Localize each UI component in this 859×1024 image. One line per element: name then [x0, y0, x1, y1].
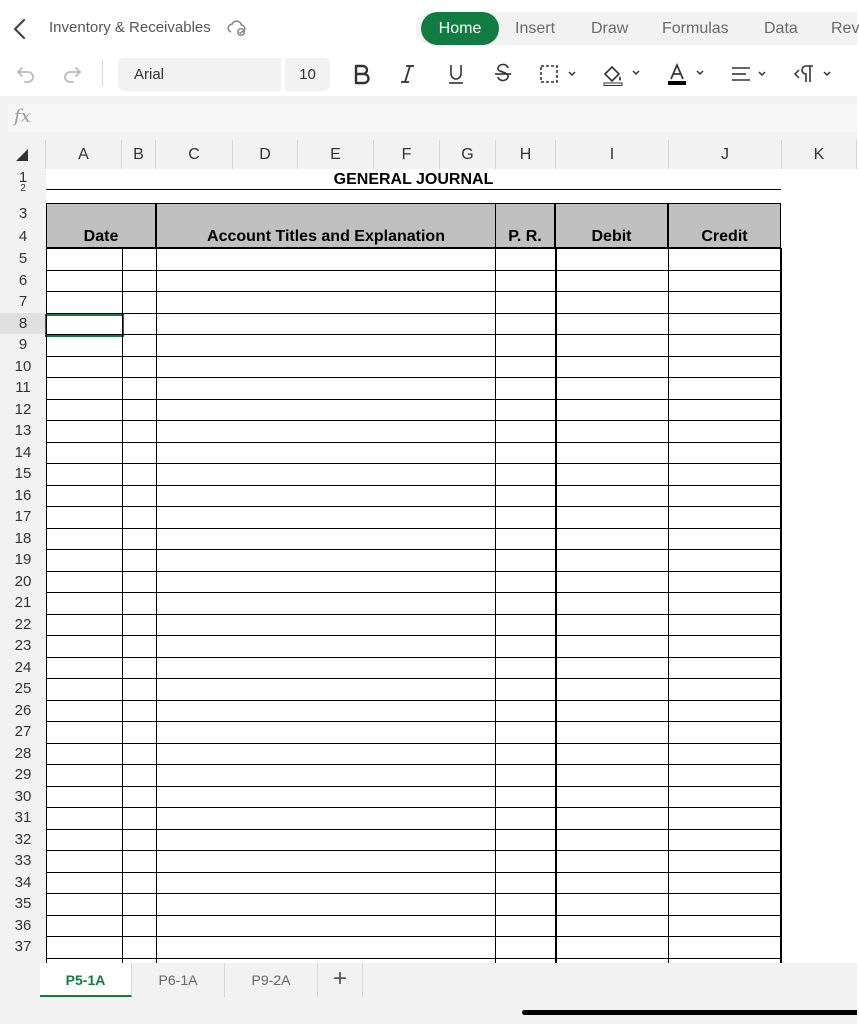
ribbon-divider — [102, 60, 103, 86]
redo-icon[interactable] — [58, 56, 86, 92]
row-header[interactable]: 37 — [14, 938, 32, 955]
ribbon-tabs — [416, 12, 857, 45]
tab-home[interactable]: Home — [421, 12, 499, 45]
bold-icon[interactable] — [349, 56, 375, 92]
column-header[interactable]: K — [782, 140, 857, 169]
tab-formulas[interactable]: Formulas — [662, 20, 729, 37]
back-chevron-icon[interactable] — [10, 16, 32, 42]
debit-header-cell[interactable] — [555, 203, 668, 248]
row-header[interactable]: 22 — [14, 615, 32, 633]
grid-column-line — [780, 248, 782, 963]
font-name-value: Arial — [134, 66, 165, 83]
row-header[interactable]: 15 — [14, 465, 32, 482]
column-header[interactable]: C — [156, 140, 233, 169]
formula-input[interactable] — [8, 104, 857, 132]
column-header[interactable]: H — [496, 140, 556, 169]
row-header[interactable]: 4 — [18, 228, 28, 245]
formula-bar — [0, 96, 857, 140]
font-color-icon[interactable] — [664, 56, 708, 92]
pr-header-label: P. R. — [508, 228, 542, 245]
row-header[interactable]: 8 — [0, 313, 46, 335]
row-header[interactable]: 36 — [14, 916, 32, 934]
row-header[interactable]: 3 — [18, 205, 28, 222]
select-all-corner[interactable] — [0, 140, 46, 169]
row-headers — [0, 169, 46, 963]
row-header[interactable]: 31 — [14, 809, 32, 826]
italic-icon[interactable] — [395, 56, 421, 92]
date-header-label: Date — [83, 228, 119, 245]
row-header[interactable]: 18 — [14, 529, 32, 547]
row-header[interactable]: 14 — [14, 443, 32, 461]
row-header[interactable]: 19 — [14, 551, 32, 568]
row-header[interactable]: 17 — [14, 508, 32, 525]
row-header[interactable]: 9 — [18, 336, 28, 353]
row-header[interactable]: 27 — [14, 723, 32, 740]
grid-column-line — [122, 248, 123, 963]
row-header[interactable]: 2 — [20, 183, 26, 194]
row-header[interactable]: 30 — [14, 787, 32, 805]
row-header[interactable]: 7 — [18, 293, 28, 310]
tab-data[interactable]: Data — [764, 20, 798, 37]
row-header[interactable]: 11 — [15, 379, 31, 396]
column-header[interactable]: E — [298, 140, 374, 169]
row-header[interactable]: 16 — [14, 486, 32, 504]
column-headers — [0, 140, 857, 169]
row-header[interactable]: 25 — [14, 680, 32, 697]
row-header[interactable]: 12 — [14, 400, 32, 418]
column-header[interactable]: B — [122, 140, 156, 169]
home-ribbon — [0, 56, 857, 96]
row-header[interactable]: 34 — [14, 873, 32, 891]
spreadsheet-grid[interactable] — [46, 169, 857, 963]
account-header-label: Account Titles and Explanation — [207, 228, 445, 245]
row-header[interactable]: 24 — [14, 658, 32, 676]
row-header[interactable]: 1 — [18, 169, 28, 186]
undo-icon[interactable] — [12, 56, 40, 92]
fill-color-icon[interactable] — [600, 56, 644, 92]
font-name-selector[interactable] — [118, 58, 281, 91]
grid-column-line — [668, 248, 669, 963]
column-header[interactable]: F — [374, 140, 440, 169]
tab-draw[interactable]: Draw — [591, 20, 629, 37]
column-header[interactable]: A — [46, 140, 122, 169]
title-underline — [46, 189, 781, 190]
tab-review[interactable]: Rev — [831, 20, 859, 37]
strikethrough-icon[interactable] — [490, 56, 516, 92]
grid-column-line — [46, 248, 47, 963]
row-header[interactable]: 5 — [18, 250, 28, 267]
document-title[interactable]: Inventory & Receivables — [49, 19, 211, 36]
add-sheet-button[interactable]: + — [318, 963, 363, 997]
credit-header-cell[interactable] — [668, 203, 781, 248]
underline-icon[interactable] — [443, 56, 469, 92]
row-header[interactable]: 10 — [14, 357, 32, 375]
row-header[interactable]: 23 — [14, 637, 32, 654]
row-header[interactable]: 33 — [14, 852, 32, 869]
row-header[interactable]: 13 — [14, 422, 32, 439]
journal-title[interactable]: GENERAL JOURNAL — [333, 171, 494, 188]
align-icon[interactable] — [728, 56, 772, 92]
top-bar — [0, 0, 857, 56]
sheet-tab-p9-2a[interactable]: P9-2A — [225, 963, 318, 997]
sheet-tab-p5-1a[interactable]: P5-1A — [40, 963, 132, 997]
row-header[interactable]: 6 — [18, 271, 28, 289]
column-header[interactable]: J — [669, 140, 782, 169]
grid-column-line — [495, 248, 496, 963]
pr-header-cell[interactable] — [495, 203, 555, 248]
column-header[interactable]: I — [556, 140, 669, 169]
tab-insert[interactable]: Insert — [515, 20, 556, 37]
column-header[interactable]: G — [440, 140, 496, 169]
sheet-tab-p6-1a[interactable]: P6-1A — [132, 963, 225, 997]
account-header-cell[interactable] — [156, 203, 496, 248]
home-indicator — [522, 1010, 857, 1015]
row-header[interactable]: 20 — [14, 572, 32, 590]
borders-icon[interactable] — [536, 56, 580, 92]
credit-header-label: Credit — [701, 228, 748, 245]
font-size-selector[interactable]: 10 — [285, 58, 330, 91]
function-icon[interactable]: fx — [14, 106, 31, 127]
grid-column-line — [156, 248, 157, 963]
paragraph-direction-icon[interactable] — [792, 56, 836, 92]
row-header[interactable]: 32 — [14, 830, 32, 848]
grid-column-line — [555, 248, 557, 963]
date-header-cell[interactable] — [46, 203, 156, 248]
debit-header-label: Debit — [591, 228, 632, 245]
row-header[interactable]: 28 — [14, 744, 32, 762]
column-header[interactable]: D — [233, 140, 298, 169]
row-header[interactable]: 29 — [14, 766, 32, 783]
row-header[interactable]: 21 — [14, 594, 32, 611]
row-header[interactable]: 35 — [14, 895, 32, 912]
row-header[interactable]: 26 — [14, 701, 32, 719]
cloud-sync-icon — [226, 18, 248, 38]
